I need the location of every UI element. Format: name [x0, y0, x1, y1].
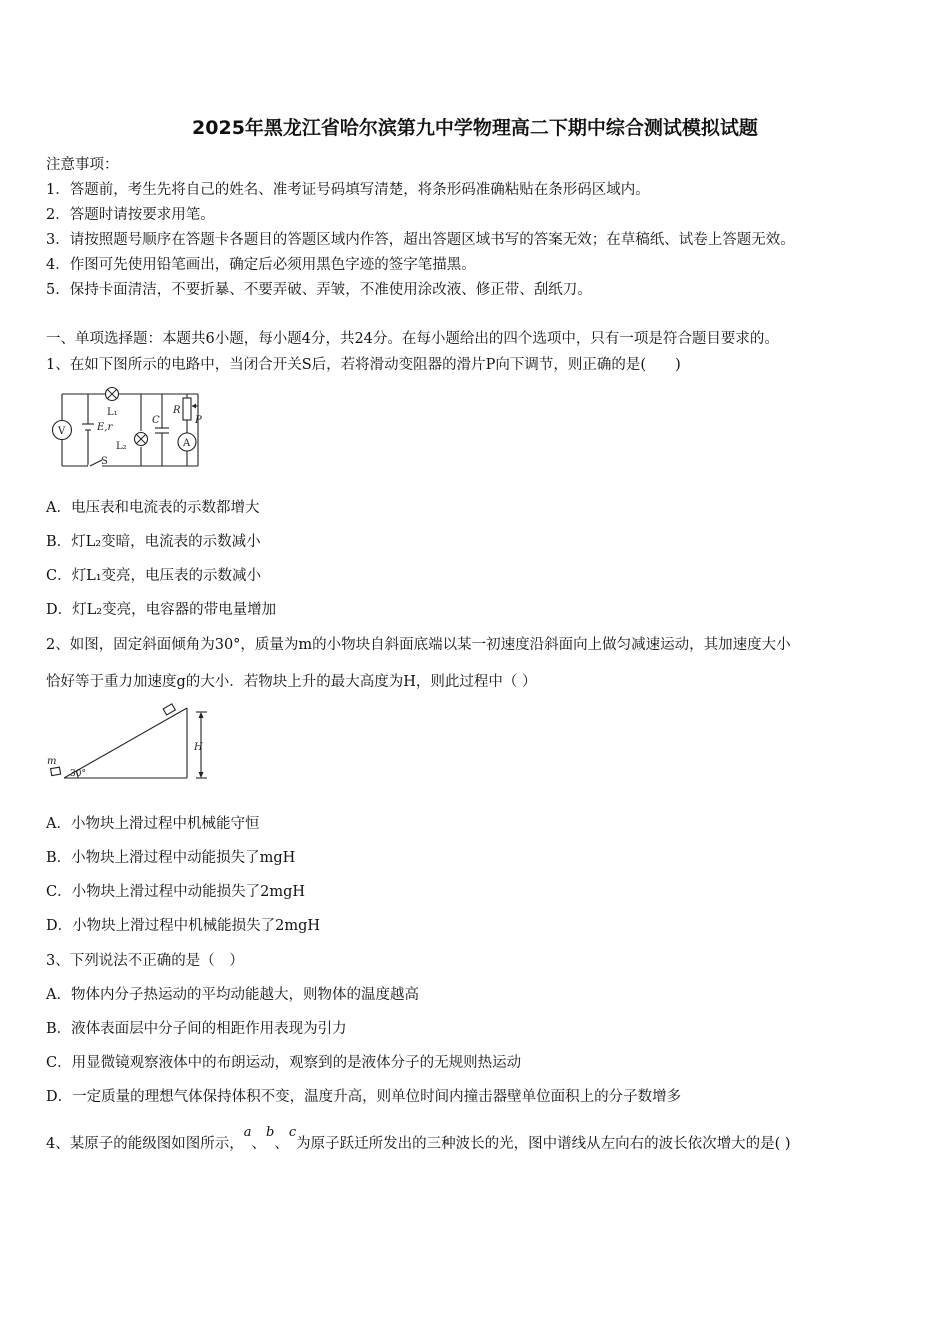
q4-symbol-c: c: [288, 1125, 297, 1140]
notice-item: 3．请按照题号顺序在答题卡各题目的答题区域内作答，超出答题区域书写的答案无效；在草稿纸、试卷上答题无效。: [46, 232, 795, 248]
arrow-down-icon: [199, 772, 204, 778]
label-s: S: [101, 456, 108, 467]
q2-option-a: A．小物块上滑过程中机械能守恒: [46, 816, 260, 832]
notice-item: 2．答题时请按要求用笔。: [46, 207, 215, 223]
q3-option-d: D．一定质量的理想气体保持体积不变，温度升高，则单位时间内撞击器壁单位面积上的分子数增多: [46, 1089, 682, 1105]
q4-sep: 、: [274, 1136, 289, 1152]
q2-incline-diagram: [44, 700, 214, 784]
q3-option-c: C．用显微镜观察液体中的布朗运动，观察到的是液体分子的无规则热运动: [46, 1055, 522, 1071]
q1-option-c: C．灯L₁变亮，电压表的示数减小: [46, 568, 262, 584]
q1-stem: 1、在如下图所示的电路中，当闭合开关S后，若将滑动变阻器的滑片P向下调节，则正确的是( ): [46, 357, 681, 373]
label-v: V: [58, 426, 66, 437]
label-p: P: [195, 415, 202, 426]
q1-option-d: D．灯L₂变亮，电容器的带电量增加: [46, 602, 277, 618]
label-l2: L₂: [116, 441, 127, 452]
label-er: E,r: [97, 422, 113, 433]
q2-option-c: C．小物块上滑过程中动能损失了2mgH: [46, 884, 305, 900]
q4-stem: [46, 1125, 791, 1153]
label-a: A: [183, 438, 191, 449]
q3-option-a: A．物体内分子热运动的平均动能越大，则物体的温度越高: [46, 987, 419, 1003]
label-r: R: [173, 405, 181, 416]
section-heading: 一、单项选择题：本题共6小题，每小题4分，共24分。在每小题给出的四个选项中，只有一项是符合题目要求的。: [46, 331, 779, 347]
q4-stem-post: 为原子跃迁所发出的三种波长的光，图中谱线从左向右的波长依次增大的是( ): [296, 1136, 791, 1152]
q3-option-b: B．液体表面层中分子间的相距作用表现为引力: [46, 1021, 347, 1037]
notice-item: 4．作图可先使用铅笔画出，确定后必须用黑色字迹的签字笔描黑。: [46, 257, 476, 273]
q4-symbol-a: a: [243, 1125, 252, 1140]
lamp-l2-icon: [135, 433, 148, 446]
q2-stem-cont: 恰好等于重力加速度g的大小．若物块上升的最大高度为H，则此过程中（ ）: [46, 674, 537, 690]
label-angle: 30°: [70, 769, 86, 779]
label-h: H: [194, 742, 203, 753]
arrow-up-icon: [199, 712, 204, 718]
slider-arrow-icon: [192, 404, 196, 409]
q3-stem: 3、下列说法不正确的是（ ）: [46, 953, 244, 969]
lamp-l1-icon: [106, 388, 119, 401]
q2-option-d: D．小物块上滑过程中机械能损失了2mgH: [46, 918, 321, 934]
q1-circuit-diagram: [46, 384, 216, 470]
label-m: m: [47, 756, 57, 767]
notice-item: 5．保持卡面清洁，不要折暴、不要弄破、弄皱，不准使用涂改液、修正带、刮纸刀。: [46, 282, 592, 298]
q1-option-a: A．电压表和电流表的示数都增大: [46, 500, 260, 516]
q4-symbol-b: b: [266, 1125, 275, 1140]
label-c: C: [152, 415, 160, 426]
q1-option-b: B．灯L₂变暗，电流表的示数减小: [46, 534, 261, 550]
label-l1: L₁: [107, 407, 118, 418]
notice-heading: 注意事项：: [46, 157, 119, 173]
q4-stem-pre: 4、某原子的能级图如图所示，: [46, 1136, 244, 1152]
q2-option-b: B．小物块上滑过程中动能损失了mgH: [46, 850, 296, 866]
page-title: 2025年黑龙江省哈尔滨第九中学物理高二下期中综合测试模拟试题: [192, 117, 758, 139]
notice-item: 1．答题前，考生先将自己的姓名、准考证号码填写清楚，将条形码准确粘贴在条形码区域内。: [46, 182, 650, 198]
q4-sep: 、: [251, 1136, 266, 1152]
q2-stem: 2、如图，固定斜面倾角为30°，质量为m的小物块自斜面底端以某一初速度沿斜面向上做匀减速运动，其加速度大小: [46, 637, 791, 653]
